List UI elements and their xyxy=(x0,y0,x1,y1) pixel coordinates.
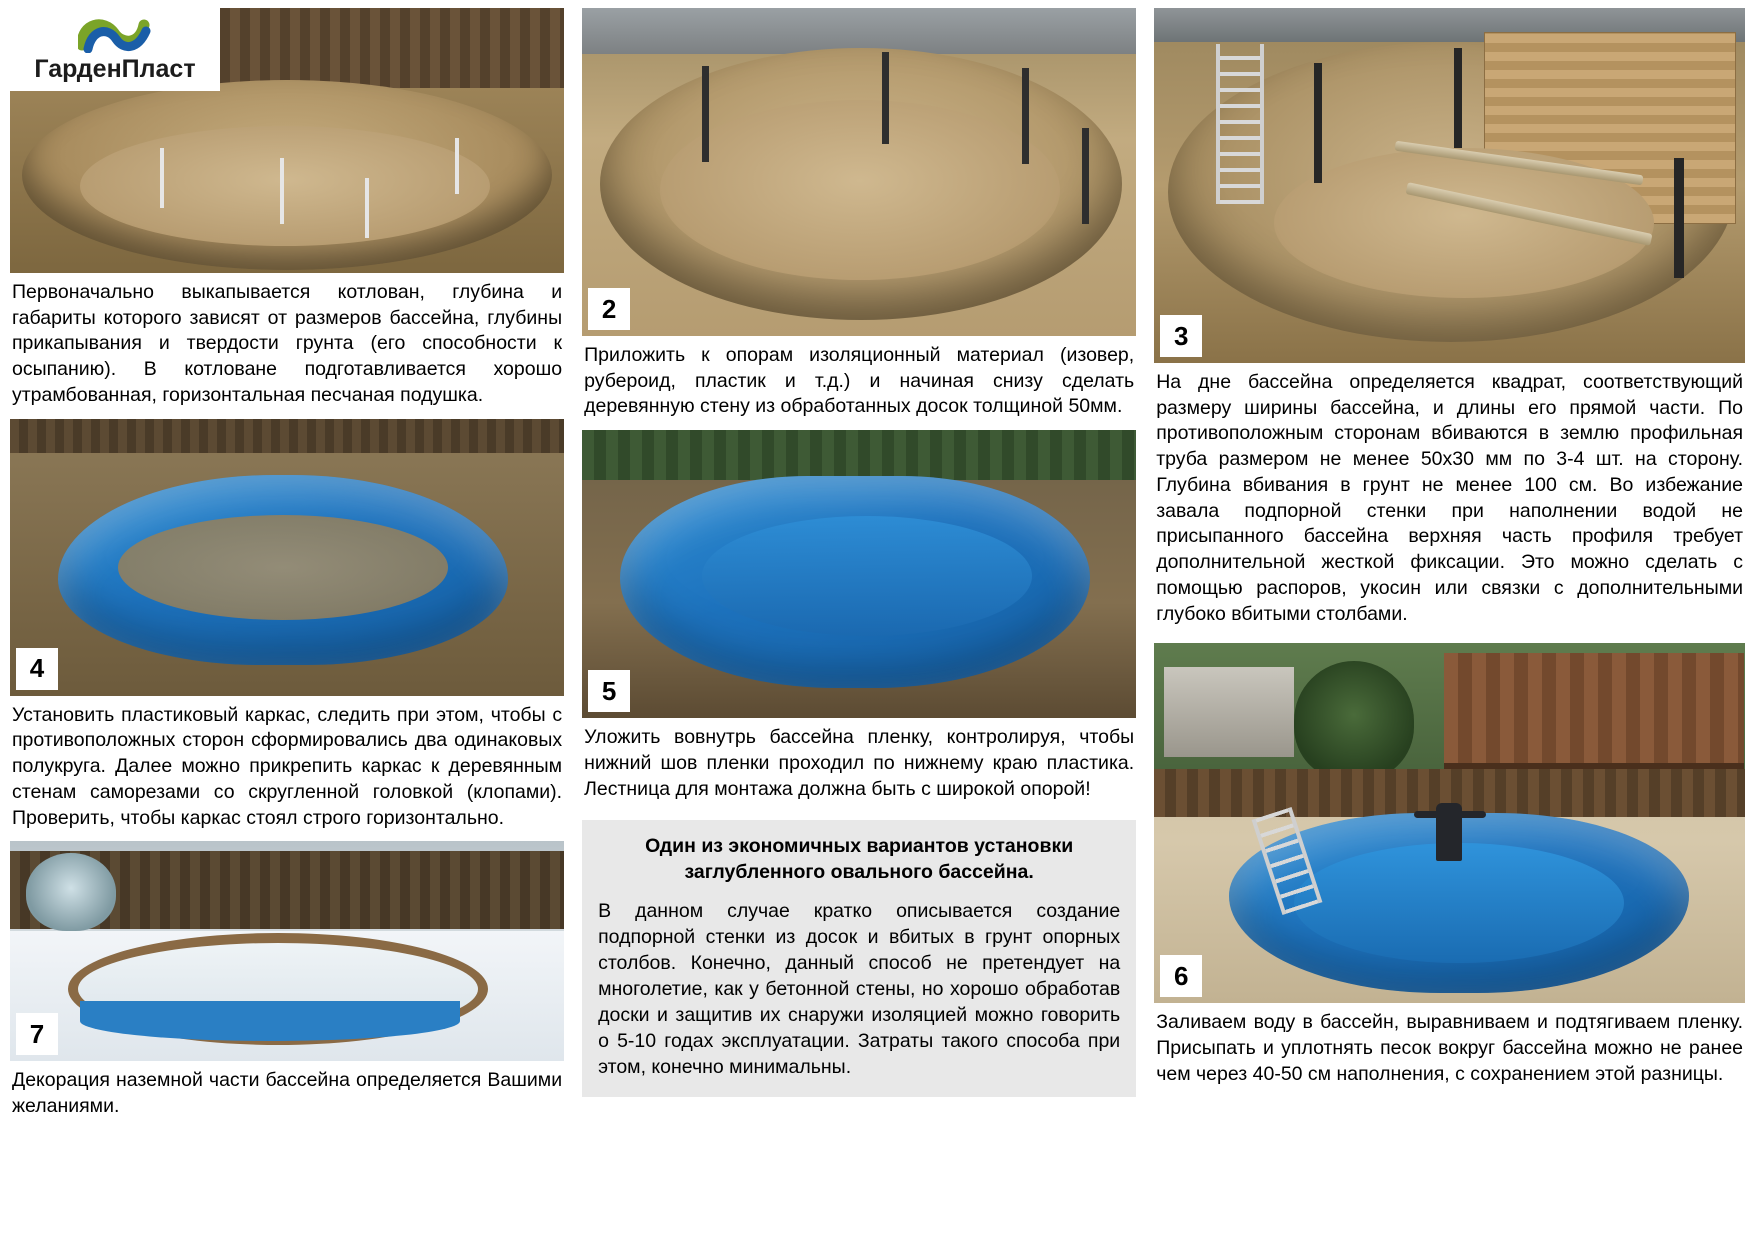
caption-step-1: Первоначально выкапывается котлован, глубина и габариты которого зависят от размеров бассейна, глубины прикапывания и твердости грунта (его способности к осыпанию). В котловане подготавливается хорошо утрамбованная, горизонтальная песчаная подушка. xyxy=(12,281,563,406)
wave-logo-icon xyxy=(78,15,152,53)
step-badge-2: 2 xyxy=(588,288,630,330)
photo-step-3-wooden-retaining-wall xyxy=(1154,8,1745,363)
caption-step-7: Декорация наземной части бассейна определяется Вашими желаниями. xyxy=(12,1069,563,1118)
three-column-layout xyxy=(10,8,1745,1233)
summary-note-title: Один из экономичных вариантов установки заглубленного овального бассейна. xyxy=(645,835,1074,883)
caption-step-5: Уложить вовнутрь бассейна пленку, контролируя, чтобы нижний шов пленки проходил по нижнему краю пластика. Лестница для монтажа должна быть с широкой опорой! xyxy=(584,726,1135,800)
photo-step-4-plastic-frame xyxy=(10,419,564,696)
summary-note-body: В данном случае кратко описывается создание подпорной стенки из досок и вбитых в грунт опорных столбов. Конечно, данный способ не претендует на многолетие, как у бетонной стены, но хорошо обработав доски и защитив их снаружи изоляцией можно говорить о 5-10 годах эксплуатации. Затраты такого способа при этом, конечно минимальны. xyxy=(598,900,1121,1078)
brand-logo xyxy=(10,8,220,91)
step-badge-3: 3 xyxy=(1160,315,1202,357)
step-badge-7: 7 xyxy=(16,1013,58,1055)
step-badge-6: 6 xyxy=(1160,955,1202,997)
step-badge-4: 4 xyxy=(16,648,58,690)
photo-step-5-liner-installed xyxy=(582,430,1136,718)
photo-step-2-pit-with-supports xyxy=(582,8,1136,336)
summary-note xyxy=(582,820,1136,1096)
caption-step-6: Заливаем воду в бассейн, выравниваем и подтягиваем пленку. Присыпать и уплотнять песок вокруг бассейна можно не ранее чем через 40-50 см наполнения, с сохранением этой разницы. xyxy=(1156,1011,1744,1085)
column-left xyxy=(10,8,564,1233)
step-badge-5: 5 xyxy=(588,670,630,712)
column-middle xyxy=(582,8,1136,1233)
caption-step-2: Приложить к опорам изоляционный материал (изовер, рубероид, пластик и т.д.) и начиная снизу сделать деревянную стену из обработанных досок толщиной 50мм. xyxy=(584,344,1135,418)
brand-name: ГарденПласт xyxy=(34,55,196,83)
column-right xyxy=(1154,8,1745,1233)
caption-step-3: На дне бассейна определяется квадрат, соответствующий размеру ширины бассейна, и длины его прямой части. По противоположным сторонам вбиваются в землю профильная труба размером не менее 50х30 мм по 3-4 шт. на сторону. Глубина вбивания в грунт не менее 100 см. Во избежание завала подпорной стенки при наполнении водой не присыпанного бассейна верхняя часть профиля требует дополнительной жесткой фиксации. Это можно сделать с помощью распоров, укосин или связки с дополнительными глубоко вбитыми столбами. xyxy=(1156,371,1744,625)
photo-step-6-filling-with-water xyxy=(1154,643,1745,1003)
photo-step-7-winter-decoration xyxy=(10,841,564,1061)
caption-step-4: Установить пластиковый каркас, следить при этом, чтобы с противоположных сторон сформировались два одинаковых полукруга. Далее можно прикрепить каркас к деревянным стенам саморезами со скругленной головкой (клопами). Проверить, чтобы каркас стоял строго горизонтально. xyxy=(12,703,563,829)
